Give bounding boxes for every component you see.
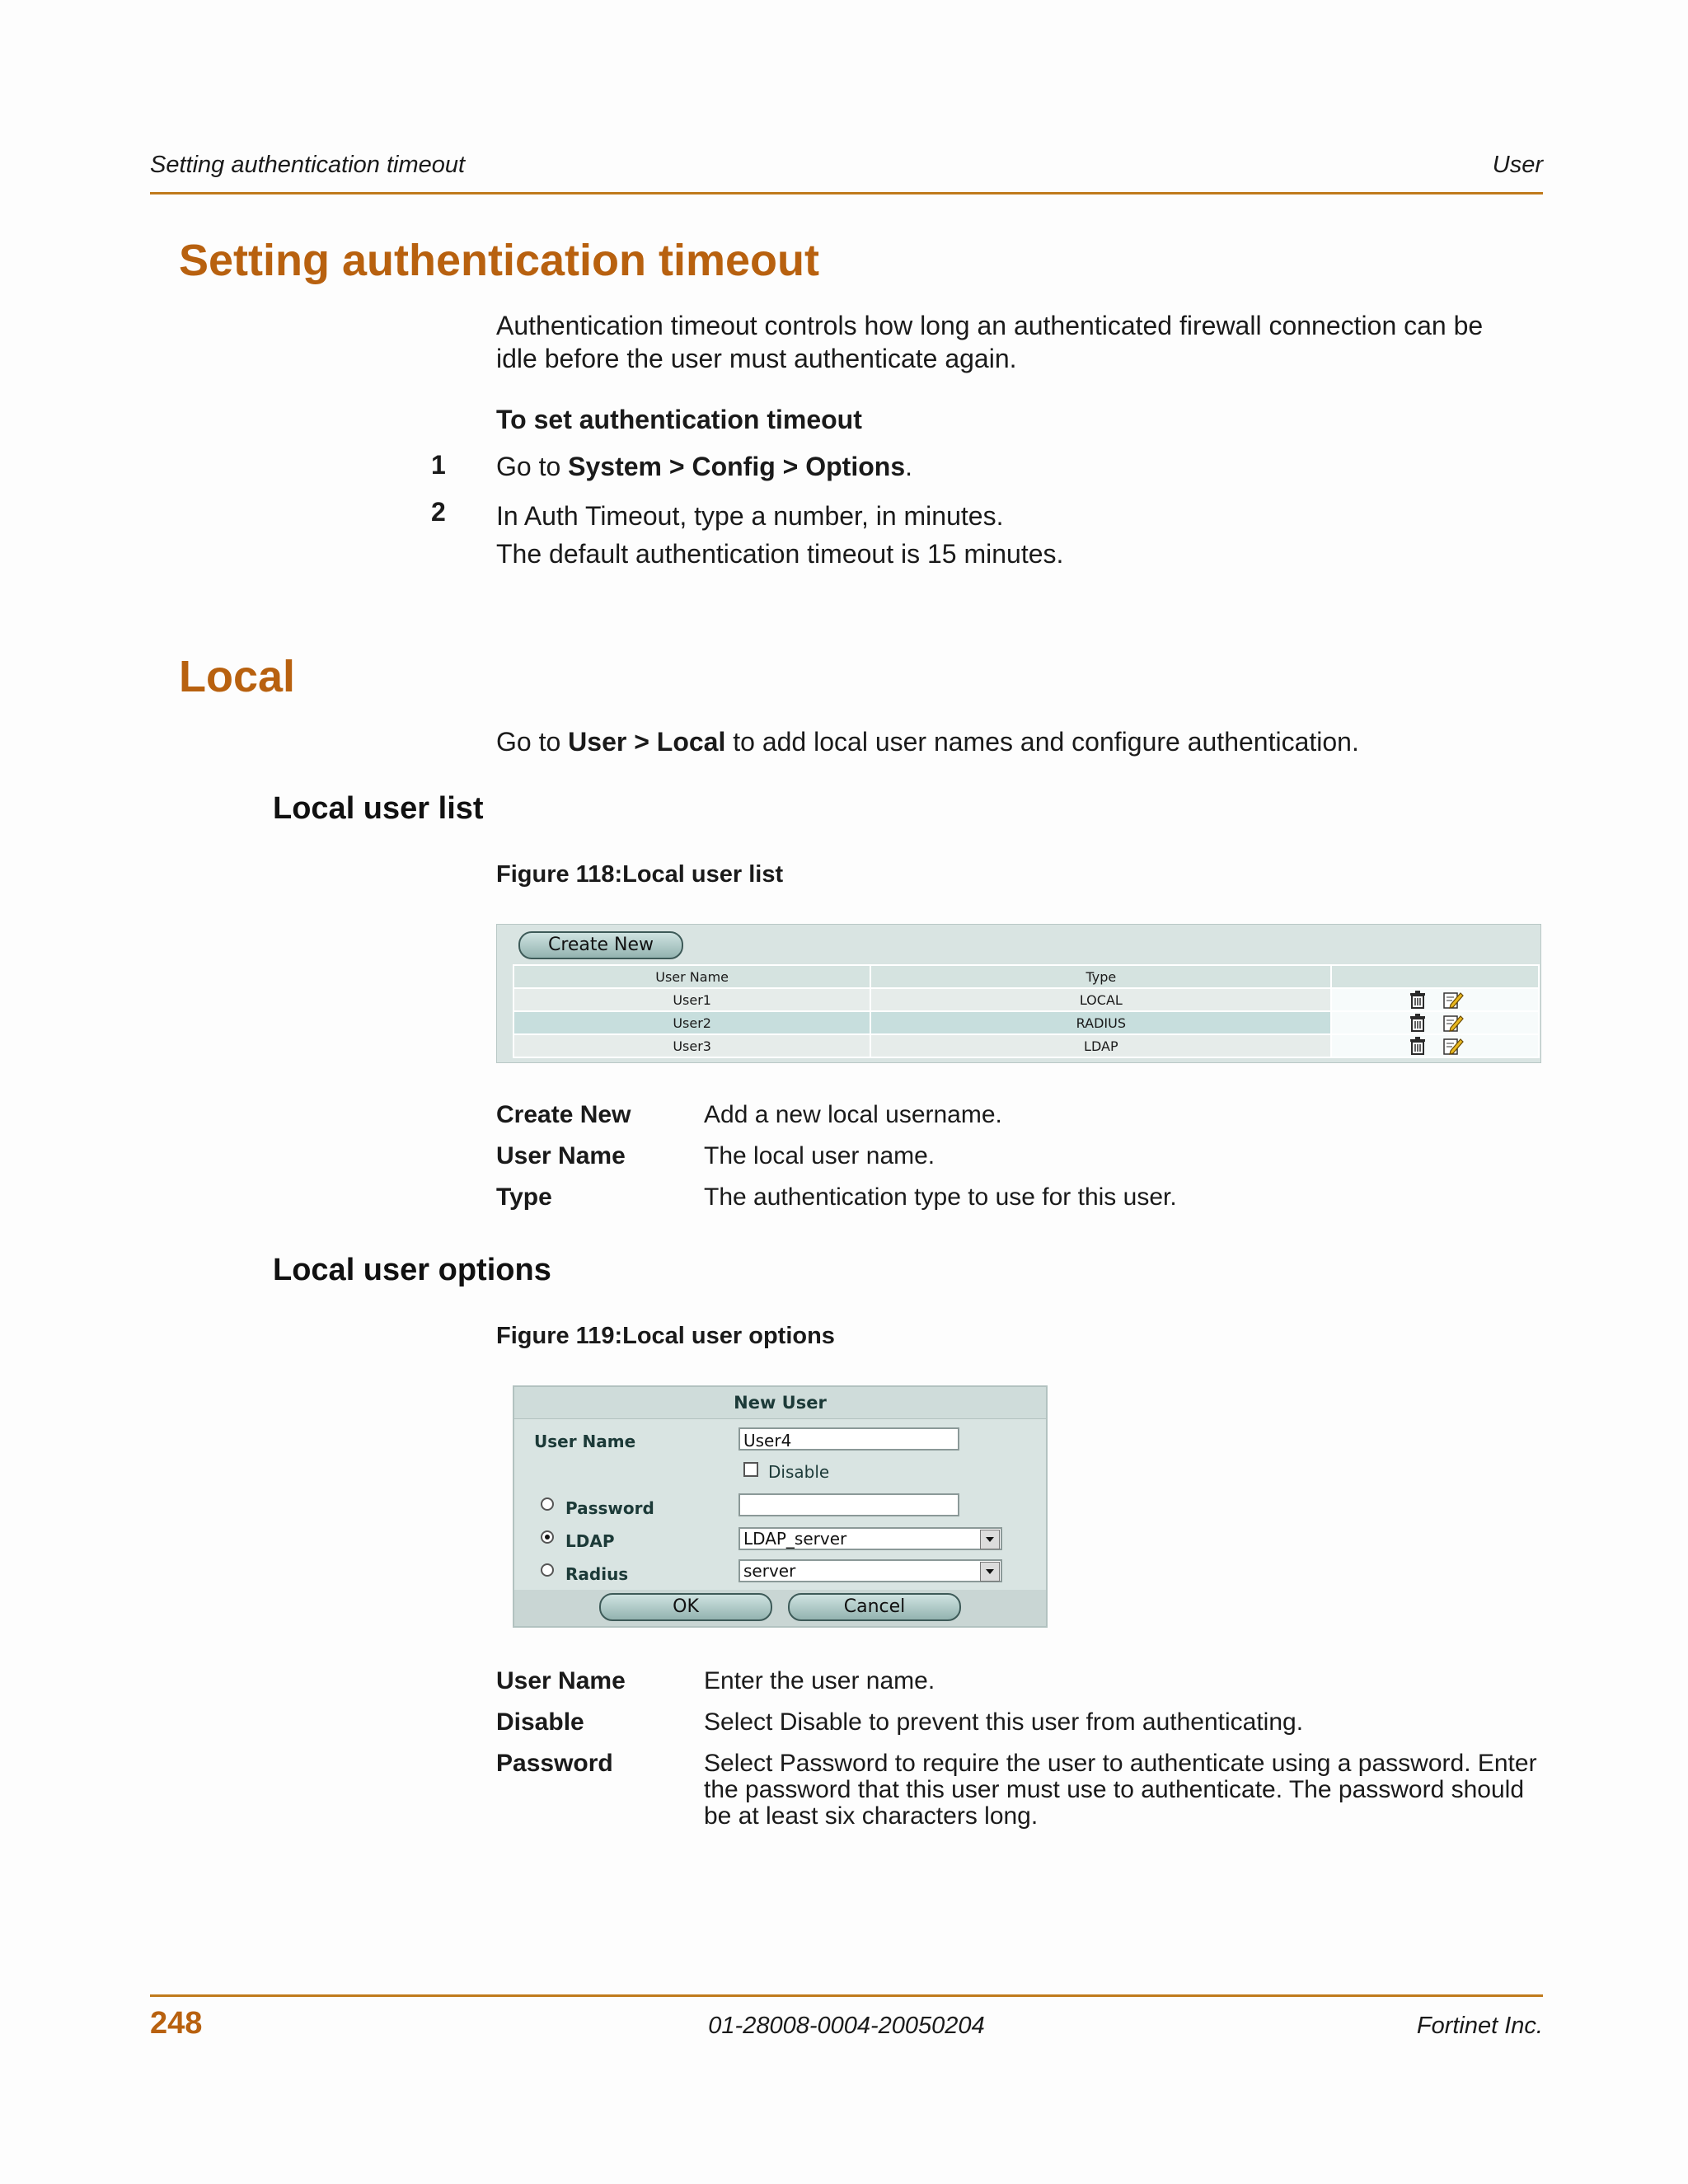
running-header-section: Setting authentication timeout — [150, 152, 466, 178]
step-2-line2: The default authentication timeout is 15 minutes. — [496, 539, 1064, 569]
password-label: Password — [565, 1498, 654, 1518]
delete-icon[interactable] — [1407, 990, 1428, 1010]
local-intro-suffix: to add local user names and configure authentication. — [725, 727, 1359, 757]
cell-actions — [1331, 988, 1539, 1011]
step-1-prefix: Go to — [496, 452, 569, 481]
password-radio[interactable] — [541, 1497, 554, 1511]
running-header-chapter: User — [1492, 152, 1543, 178]
cell-user-name: User1 — [513, 988, 870, 1011]
local-intro — [496, 725, 1359, 758]
cell-user-name: User2 — [513, 1011, 870, 1034]
definition-term: Password — [496, 1750, 613, 1777]
disable-checkbox[interactable] — [743, 1462, 758, 1477]
timeout-intro-line2: idle before the user must authenticate again. — [496, 344, 1017, 373]
cell-type: LOCAL — [870, 988, 1331, 1011]
step-2 — [496, 497, 1063, 573]
section-title-timeout: Setting authentication timeout — [179, 236, 819, 285]
section-title-local: Local — [179, 652, 296, 701]
user-name-label: User Name — [534, 1432, 636, 1451]
definition-description: Add a new local username. — [704, 1101, 1002, 1128]
table-row — [513, 1034, 1539, 1057]
local-user-list-screenshot — [496, 924, 1541, 1063]
step-number-2: 2 — [431, 497, 446, 527]
edit-icon[interactable] — [1442, 990, 1464, 1010]
table-row — [513, 988, 1539, 1011]
ldap-radio[interactable] — [541, 1530, 554, 1544]
user-table — [513, 964, 1540, 1058]
cell-user-name: User3 — [513, 1034, 870, 1057]
page-number: 248 — [150, 2006, 203, 2041]
definition-term: Create New — [496, 1101, 631, 1128]
definition-description: The local user name. — [704, 1142, 935, 1169]
disable-label: Disable — [768, 1462, 830, 1482]
step-2-line1: In Auth Timeout, type a number, in minutes. — [496, 501, 1004, 531]
chevron-down-icon[interactable] — [980, 1530, 1000, 1549]
step-1-menu-path: System > Config > Options — [568, 452, 906, 481]
create-new-button[interactable]: Create New — [518, 931, 683, 959]
step-1-suffix: . — [905, 452, 912, 481]
cancel-button[interactable]: Cancel — [788, 1593, 961, 1621]
delete-icon[interactable] — [1407, 1036, 1428, 1056]
procedure-title: To set authentication timeout — [496, 405, 862, 434]
definition-term: Type — [496, 1183, 552, 1211]
radius-server-selected: server — [743, 1561, 796, 1581]
document-id: 01-28008-0004-20050204 — [708, 2013, 985, 2039]
cell-actions — [1331, 1034, 1539, 1057]
subsection-title-local-user-list: Local user list — [273, 791, 484, 826]
user-name-input[interactable]: User4 — [738, 1427, 959, 1451]
step-number-1: 1 — [431, 450, 446, 480]
form-header: New User — [514, 1387, 1046, 1419]
ok-button[interactable]: OK — [599, 1593, 772, 1621]
radius-radio[interactable] — [541, 1563, 554, 1577]
timeout-intro — [496, 309, 1543, 375]
local-intro-prefix: Go to — [496, 727, 569, 757]
table-row — [513, 1011, 1539, 1034]
subsection-title-local-user-options: Local user options — [273, 1253, 551, 1287]
cell-type: LDAP — [870, 1034, 1331, 1057]
figure-118-caption: Figure 118:Local user list — [496, 861, 784, 888]
radius-label: Radius — [565, 1564, 629, 1584]
definition-description: Enter the user name. — [704, 1667, 935, 1694]
timeout-intro-line1: Authentication timeout controls how long an authenticated firewall connection can be — [496, 311, 1484, 340]
running-header — [150, 152, 1543, 185]
password-input[interactable] — [738, 1493, 959, 1516]
ldap-label: LDAP — [565, 1531, 615, 1551]
definition-description: Select Password to require the user to authenticate using a password. Enter the password that this user must use to authenticate. The password should be at least six characters long. — [704, 1750, 1537, 1830]
local-intro-menu-path: User > Local — [568, 727, 726, 757]
company-name: Fortinet Inc. — [1416, 2013, 1543, 2039]
edit-icon[interactable] — [1442, 1013, 1464, 1033]
cell-type: RADIUS — [870, 1011, 1331, 1034]
column-header-actions — [1331, 965, 1539, 988]
chevron-down-icon[interactable] — [980, 1562, 1000, 1582]
column-header-type[interactable]: Type — [870, 965, 1331, 988]
delete-icon[interactable] — [1407, 1013, 1428, 1033]
ldap-server-select[interactable] — [738, 1527, 1002, 1550]
figure-119-caption: Figure 119:Local user options — [496, 1323, 835, 1349]
edit-icon[interactable] — [1442, 1036, 1464, 1056]
definition-term: User Name — [496, 1142, 626, 1169]
column-header-user-name[interactable]: User Name — [513, 965, 870, 988]
header-rule — [150, 192, 1543, 194]
new-user-form-screenshot — [513, 1385, 1048, 1628]
form-button-bar — [514, 1590, 1046, 1626]
radius-server-select[interactable] — [738, 1559, 1002, 1582]
ldap-server-selected: LDAP_server — [743, 1529, 847, 1549]
definition-description: Select Disable to prevent this user from authenticating. — [704, 1708, 1304, 1736]
cell-actions — [1331, 1011, 1539, 1034]
user-table-header — [513, 965, 1539, 988]
step-1 — [496, 450, 912, 483]
definition-term: User Name — [496, 1667, 626, 1694]
definition-term: Disable — [496, 1708, 584, 1736]
footer-rule — [150, 1994, 1543, 1997]
definition-description: The authentication type to use for this user. — [704, 1183, 1177, 1211]
running-footer — [150, 2003, 1543, 2052]
